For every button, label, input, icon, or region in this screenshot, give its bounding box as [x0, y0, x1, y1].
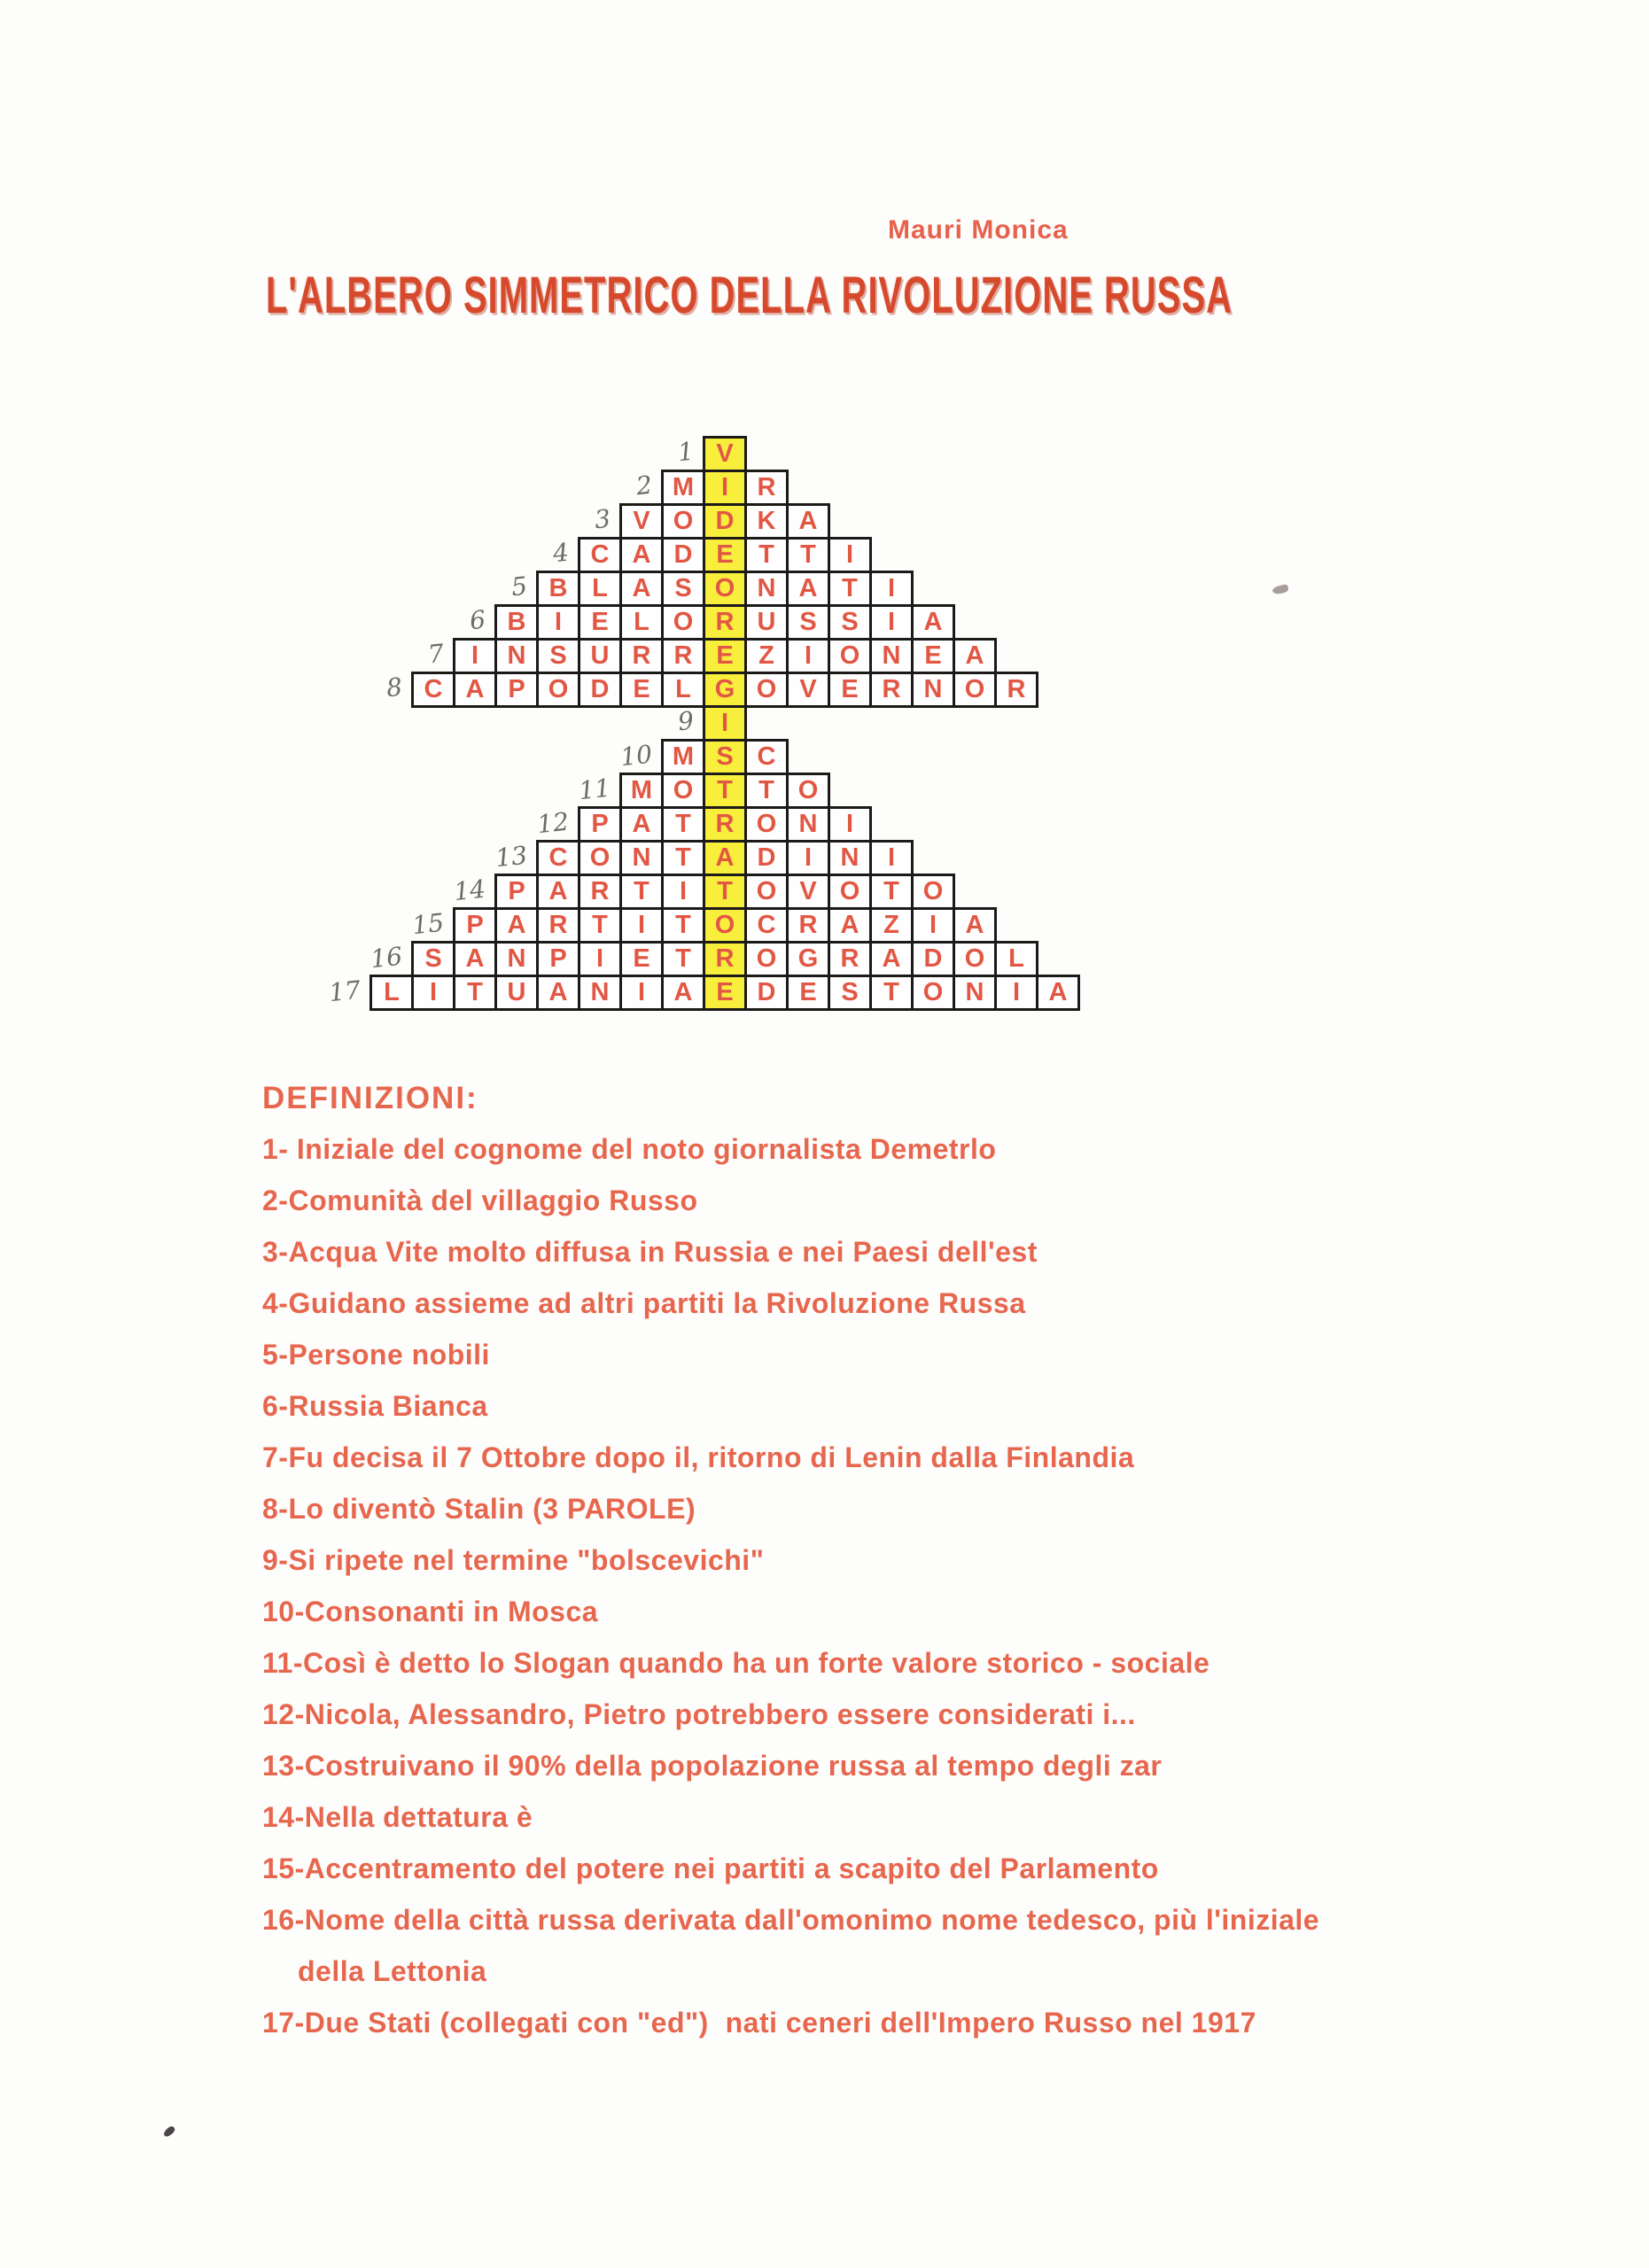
letter-cell: R	[619, 638, 664, 674]
letter-cell: T	[828, 571, 872, 607]
highlighted-letter-cell: T	[703, 773, 747, 809]
letter-cell: A	[1036, 975, 1080, 1011]
clue-3: 3-Acqua Vite molto diffusa in Russia e nei Paesi dell'est	[262, 1236, 1038, 1268]
letter-cell: O	[911, 874, 955, 910]
letter-cell: A	[453, 672, 497, 708]
stray-pen-mark	[162, 2125, 176, 2139]
letter-cell: V	[786, 874, 830, 910]
letter-cell: L	[994, 941, 1038, 977]
grid-row-16	[369, 941, 1036, 977]
letter-cell: B	[494, 604, 539, 641]
definitions-heading: DEFINIZIONI:	[262, 1081, 478, 1115]
letter-cell: A	[661, 975, 705, 1011]
letter-cell: O	[953, 672, 997, 708]
letter-cell: A	[828, 907, 872, 944]
grid-row-15	[410, 907, 994, 944]
highlighted-letter-cell: I	[703, 470, 747, 506]
letter-cell: R	[828, 941, 872, 977]
grid-row-1	[676, 436, 744, 472]
letter-cell: I	[994, 975, 1038, 1011]
row-number: 17	[327, 975, 362, 1008]
grid-row-9	[676, 705, 744, 742]
row-number: 15	[410, 907, 446, 941]
letter-cell: N	[494, 638, 539, 674]
letter-cell: P	[578, 806, 622, 843]
grid-row-3	[593, 503, 828, 540]
letter-cell: O	[661, 503, 705, 540]
grid-row-14	[452, 874, 953, 910]
letter-cell: T	[619, 874, 664, 910]
letter-cell: I	[619, 907, 664, 944]
letter-cell: S	[411, 941, 455, 977]
clue-4: 4-Guidano assieme ad altri partiti la Rivoluzione Russa	[262, 1287, 1026, 1319]
letter-cell: E	[619, 672, 664, 708]
letter-cell: A	[953, 907, 997, 944]
letter-cell: U	[578, 638, 622, 674]
letter-cell: A	[494, 907, 539, 944]
clue-13: 13-Costruivano il 90% della popolazione russa al tempo degli zar	[262, 1750, 1163, 1782]
grid-row-17	[327, 975, 1077, 1011]
letter-cell: T	[869, 975, 914, 1011]
letter-cell: A	[869, 941, 914, 977]
clue-16: 16-Nome della città russa derivata dall'omonimo nome tedesco, più l'iniziale	[262, 1904, 1320, 1936]
letter-cell: I	[869, 840, 914, 876]
clue-12: 12-Nicola, Alessandro, Pietro potrebbero essere considerati i...	[262, 1698, 1136, 1730]
letter-cell: N	[578, 975, 622, 1011]
letter-cell: R	[578, 874, 622, 910]
grid-row-4	[551, 537, 869, 573]
row-number: 11	[577, 773, 612, 806]
letter-cell: T	[744, 537, 789, 573]
highlighted-letter-cell: D	[703, 503, 747, 540]
row-number: 16	[369, 941, 404, 975]
clue-7: 7-Fu decisa il 7 Ottobre dopo il, ritorno di Lenin dalla Finlandia	[262, 1441, 1135, 1473]
letter-cell: E	[578, 604, 622, 641]
letter-cell: I	[869, 604, 914, 641]
letter-cell: I	[828, 537, 872, 573]
letter-cell: N	[786, 806, 830, 843]
letter-cell: I	[411, 975, 455, 1011]
letter-cell: P	[494, 672, 539, 708]
letter-cell: I	[786, 840, 830, 876]
letter-cell: D	[661, 537, 705, 573]
letter-cell: O	[828, 874, 872, 910]
letter-cell: A	[619, 571, 664, 607]
letter-cell: P	[494, 874, 539, 910]
letter-cell: E	[786, 975, 830, 1011]
letter-cell: I	[786, 638, 830, 674]
letter-cell: I	[828, 806, 872, 843]
letter-cell: I	[869, 571, 914, 607]
page-title: L'ALBERO SIMMETRICO DELLA RIVOLUZIONE RUSSA	[266, 268, 1233, 324]
letter-cell: N	[953, 975, 997, 1011]
letter-cell: U	[494, 975, 539, 1011]
letter-cell: R	[744, 470, 789, 506]
row-number: 3	[593, 503, 612, 535]
author-name: Mauri Monica	[888, 215, 1069, 245]
grid-row-11	[577, 773, 828, 809]
clue-8: 8-Lo diventò Stalin (3 PAROLE)	[262, 1493, 696, 1525]
highlighted-letter-cell: O	[703, 571, 747, 607]
letter-cell: N	[619, 840, 664, 876]
letter-cell: M	[619, 773, 664, 809]
letter-cell: G	[786, 941, 830, 977]
clue-14: 14-Nella dettatura è	[262, 1801, 533, 1833]
letter-cell: N	[494, 941, 539, 977]
highlighted-letter-cell: O	[703, 907, 747, 944]
letter-cell: T	[786, 537, 830, 573]
letter-cell: I	[453, 638, 497, 674]
letter-cell: I	[911, 907, 955, 944]
letter-cell: N	[828, 840, 872, 876]
highlighted-letter-cell: I	[703, 705, 747, 742]
letter-cell: N	[869, 638, 914, 674]
letter-cell: I	[661, 874, 705, 910]
highlighted-letter-cell: A	[703, 840, 747, 876]
letter-cell: T	[453, 975, 497, 1011]
clue-2: 2-Comunità del villaggio Russo	[262, 1184, 698, 1216]
letter-cell: I	[578, 941, 622, 977]
letter-cell: N	[911, 672, 955, 708]
crossword-tree-grid	[327, 436, 1080, 1021]
letter-cell: T	[869, 874, 914, 910]
clue-5: 5-Persone nobili	[262, 1339, 490, 1371]
clue-15: 15-Accentramento del potere nei partiti a scapito del Parlamento	[262, 1852, 1159, 1884]
grid-row-6	[468, 604, 953, 641]
clue-10: 10-Consonanti in Mosca	[262, 1596, 599, 1627]
letter-cell: T	[744, 773, 789, 809]
letter-cell: O	[661, 773, 705, 809]
letter-cell: A	[453, 941, 497, 977]
grid-row-8	[385, 672, 1036, 708]
row-number: 13	[494, 840, 529, 874]
highlighted-letter-cell: G	[703, 672, 747, 708]
letter-cell: D	[744, 975, 789, 1011]
letter-cell: P	[453, 907, 497, 944]
letter-cell: R	[869, 672, 914, 708]
letter-cell: C	[411, 672, 455, 708]
letter-cell: S	[828, 604, 872, 641]
letter-cell: R	[661, 638, 705, 674]
clue-9: 9-Si ripete nel termine "bolscevichi"	[262, 1544, 765, 1576]
letter-cell: I	[619, 975, 664, 1011]
letter-cell: L	[619, 604, 664, 641]
letter-cell: C	[578, 537, 622, 573]
highlighted-letter-cell: R	[703, 604, 747, 641]
highlighted-letter-cell: R	[703, 806, 747, 843]
clue-1: 1- Iniziale del cognome del noto giornalista Demetrlo	[262, 1133, 997, 1165]
letter-cell: C	[536, 840, 580, 876]
letter-cell: A	[619, 537, 664, 573]
grid-row-5	[509, 571, 911, 607]
highlighted-letter-cell: S	[703, 739, 747, 775]
grid-row-10	[618, 739, 786, 775]
letter-cell: O	[828, 638, 872, 674]
clue-list	[262, 1123, 1467, 2048]
clue-11: 11-Così è detto lo Slogan quando ha un forte valore storico - sociale	[262, 1647, 1210, 1679]
letter-cell: L	[661, 672, 705, 708]
letter-cell: O	[578, 840, 622, 876]
letter-cell: L	[369, 975, 414, 1011]
letter-cell: M	[661, 470, 705, 506]
letter-cell: T	[661, 806, 705, 843]
highlighted-letter-cell: V	[703, 436, 747, 472]
letter-cell: O	[786, 773, 830, 809]
letter-cell: O	[536, 672, 580, 708]
letter-cell: A	[953, 638, 997, 674]
highlighted-letter-cell: E	[703, 975, 747, 1011]
row-number: 5	[509, 571, 529, 602]
letter-cell: R	[786, 907, 830, 944]
letter-cell: A	[911, 604, 955, 641]
row-number: 4	[551, 537, 571, 569]
letter-cell: B	[536, 571, 580, 607]
row-number: 7	[426, 638, 446, 670]
letter-cell: C	[744, 739, 789, 775]
clue-17: 17-Due Stati (collegati con "ed") nati ceneri dell'Impero Russo nel 1917	[262, 2007, 1256, 2039]
letter-cell: S	[536, 638, 580, 674]
letter-cell: S	[828, 975, 872, 1011]
grid-row-13	[494, 840, 911, 876]
grid-row-12	[535, 806, 869, 843]
letter-cell: R	[994, 672, 1038, 708]
letter-cell: O	[744, 672, 789, 708]
letter-cell: Z	[744, 638, 789, 674]
letter-cell: V	[619, 503, 664, 540]
letter-cell: M	[661, 739, 705, 775]
highlighted-letter-cell: E	[703, 638, 747, 674]
letter-cell: V	[786, 672, 830, 708]
letter-cell: E	[619, 941, 664, 977]
letter-cell: D	[911, 941, 955, 977]
letter-cell: P	[536, 941, 580, 977]
row-number: 1	[676, 436, 696, 468]
letter-cell: A	[536, 874, 580, 910]
letter-cell: S	[661, 571, 705, 607]
letter-cell: N	[744, 571, 789, 607]
letter-cell: O	[953, 941, 997, 977]
row-number: 14	[452, 874, 487, 907]
letter-cell: D	[578, 672, 622, 708]
letter-cell: O	[744, 806, 789, 843]
letter-cell: S	[786, 604, 830, 641]
letter-cell: A	[536, 975, 580, 1011]
letter-cell: U	[744, 604, 789, 641]
letter-cell: A	[619, 806, 664, 843]
letter-cell: R	[536, 907, 580, 944]
letter-cell: O	[911, 975, 955, 1011]
row-number: 2	[634, 470, 654, 501]
letter-cell: D	[744, 840, 789, 876]
letter-cell: T	[578, 907, 622, 944]
clue-6: 6-Russia Bianca	[262, 1390, 488, 1422]
highlighted-letter-cell: T	[703, 874, 747, 910]
row-number: 9	[676, 705, 696, 737]
letter-cell: O	[744, 874, 789, 910]
letter-cell: I	[536, 604, 580, 641]
letter-cell: E	[828, 672, 872, 708]
grid-row-7	[426, 638, 994, 674]
letter-cell: E	[911, 638, 955, 674]
letter-cell: O	[744, 941, 789, 977]
letter-cell: K	[744, 503, 789, 540]
letter-cell: A	[786, 571, 830, 607]
row-number: 12	[535, 806, 571, 840]
row-number: 6	[468, 604, 487, 636]
clue-continuation-line: della Lettonia	[298, 1955, 487, 1987]
highlighted-letter-cell: E	[703, 537, 747, 573]
letter-cell: O	[661, 604, 705, 641]
letter-cell: T	[661, 941, 705, 977]
row-number: 8	[385, 672, 404, 703]
letter-cell: T	[661, 907, 705, 944]
letter-cell: T	[661, 840, 705, 876]
scan-smudge-mark	[1272, 584, 1289, 595]
letter-cell: L	[578, 571, 622, 607]
letter-cell: A	[786, 503, 830, 540]
grid-row-2	[634, 470, 786, 506]
letter-cell: Z	[869, 907, 914, 944]
letter-cell: C	[744, 907, 789, 944]
row-number: 10	[618, 739, 654, 773]
highlighted-letter-cell: R	[703, 941, 747, 977]
